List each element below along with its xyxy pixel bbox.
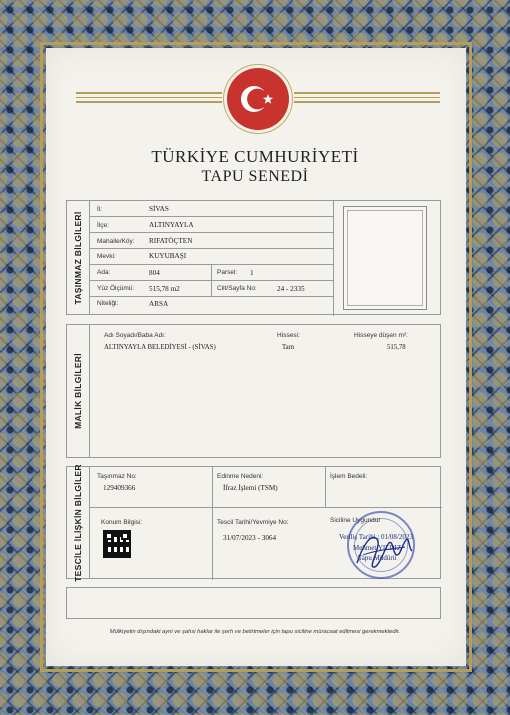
mudur-title: Tapu Müdürü (358, 554, 397, 562)
edinme-nedeni-value: İfraz İşlemi (TSM) (223, 484, 278, 492)
verilis-tarihi: Veriliş Tarihi : 01/08/2023 (339, 533, 413, 541)
mevki-value: KUYUBAŞI (149, 252, 187, 260)
ada-label: Ada: (97, 269, 111, 276)
tescil-section (66, 463, 441, 582)
signature-icon (349, 525, 419, 573)
document-subtitle: TAPU SENEDİ (201, 168, 309, 185)
parsel-value: 1 (250, 269, 254, 277)
tescil-tarihi-value: 31/07/2023 - 3064 (223, 534, 277, 542)
niteligi-value: ARSA (149, 300, 169, 308)
ilce-value: ALTINYAYLA (149, 221, 194, 229)
document-title: TÜRKİYE CUMHURİYETİ (151, 147, 359, 166)
owner-area-header: Hisseye düşen m²: (354, 332, 408, 339)
owner-area: 515,78 (387, 344, 406, 351)
owner-name: ALTINYAYLA BELEDİYESİ - (SİVAS) (104, 344, 216, 351)
tasinmaz-side-label: TAŞINMAZ BİLGİLERİ (67, 201, 90, 314)
header-stripe-left-thin (76, 97, 222, 98)
header-stripe-right (294, 92, 440, 94)
header-stripe-right-2 (294, 101, 440, 103)
turkish-flag-emblem-icon (227, 68, 289, 130)
parsel-label: Parsel: (217, 269, 238, 276)
owner-share: Tam (282, 344, 294, 351)
il-label: İl: (97, 206, 103, 213)
malik-section (66, 324, 441, 458)
owner-name-header: Adı Soyadı/Baba Adı: (104, 332, 166, 339)
niteligi-label: Niteliği: (97, 300, 119, 307)
yuzolcumu-label: Yüz Ölçümü: (97, 285, 135, 292)
malik-side-label: MALİK BİLGİLERİ (67, 325, 90, 457)
header-stripe-right-thin (294, 97, 440, 98)
cilt-sayfa-label: Cilt/Sayfa No: (217, 285, 257, 292)
tasinmaz-section (66, 200, 441, 315)
edinme-nedeni-label: Edinme Nedeni: (217, 473, 264, 480)
yuzolcumu-value: 515,78 m2 (149, 285, 180, 293)
mevki-label: Mevki: (97, 253, 116, 260)
tescil-tarihi-label: Tescil Tarihi/Yevmiye No: (217, 519, 289, 526)
notes-box (66, 587, 441, 619)
il-value: SİVAS (149, 205, 169, 213)
footer-note: Mülkiyetin dışındaki ayni ve şahsi haklar ile şerh ve belirtmeler için tapu siciline müracaat edilmesi gerekmektedir. (109, 629, 401, 635)
ilce-label: İlçe: (97, 222, 109, 229)
mahalle-label: Mahalle/Köy: (97, 238, 135, 245)
header-stripe-left (76, 92, 222, 94)
sicil-label: Siciline Uygundur (330, 517, 381, 524)
konum-bilgisi-label: Konum Bilgisi: (101, 519, 143, 526)
owner-share-header: Hissesi: (277, 332, 300, 339)
islem-bedeli-label: İşlem Bedeli: (330, 473, 368, 480)
tasinmaz-no-label: Taşınmaz No: (97, 473, 137, 480)
tescil-side-label: TESCİLE İLİŞKİN BİLGİLER (67, 467, 90, 578)
cilt-sayfa-value: 24 - 2335 (277, 285, 305, 293)
tasinmaz-no-value: 129409366 (103, 484, 136, 492)
photo-placeholder (343, 206, 427, 310)
header-stripe-left-2 (76, 101, 222, 103)
mahalle-value: RIFATÖÇTEN (149, 237, 193, 245)
qr-code-icon[interactable] (103, 530, 131, 558)
mudur-name: Mehmet YILDIZ (353, 544, 402, 552)
ada-value: 804 (149, 269, 160, 277)
